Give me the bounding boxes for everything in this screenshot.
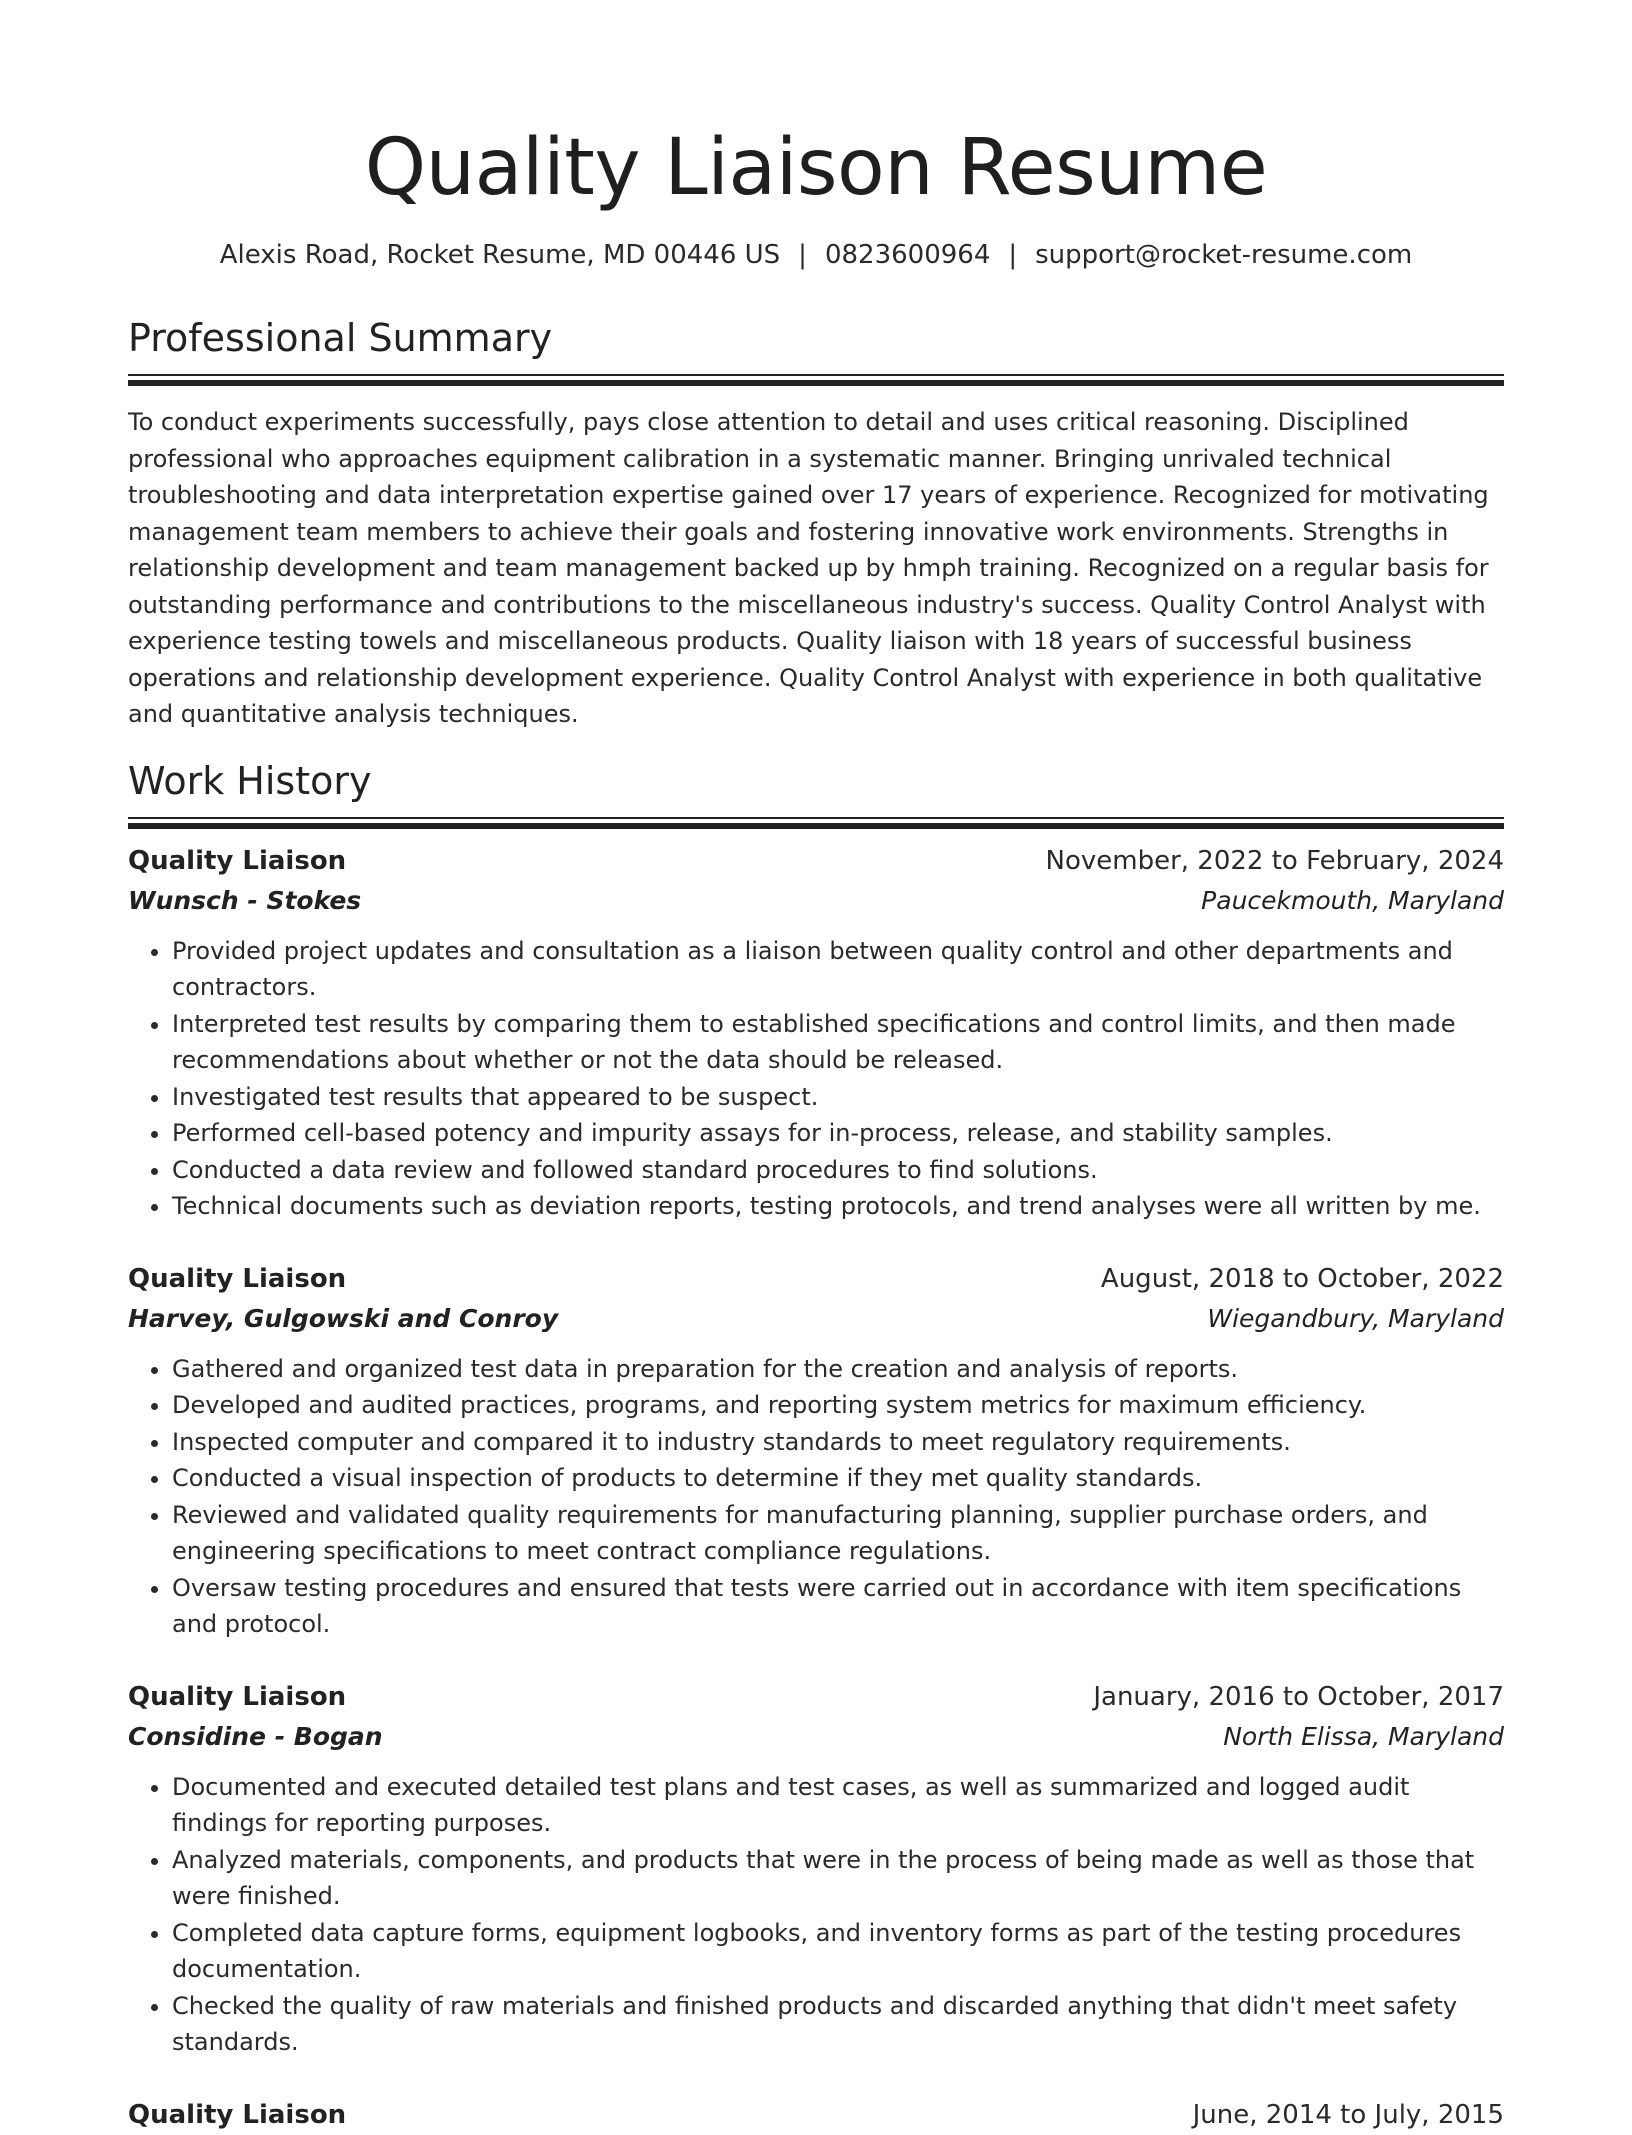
job-dates: January, 2016 to October, 2017 bbox=[1093, 1681, 1504, 1712]
job-dates: November, 2022 to February, 2024 bbox=[1045, 845, 1504, 876]
contact-separator: | bbox=[798, 240, 807, 270]
summary-paragraph: To conduct experiments successfully, pays close attention to detail and uses critical reasoning. Disciplined professional who approaches equipment calibration in a systematic manner. Bringing unrivaled technical troubleshooting and data interpretation expertise gained over 17 years of experience. Recognized for motivating management team members to achieve their goals and fostering innovative work environments. Strengths in relationship development and team management backed up by hmph training. Recognized on a regular basis for outstanding performance and contributions to the miscellaneous industry's success. Quality Control Analyst with experience testing towels and miscellaneous products. Quality liaison with 18 years of successful business operations and relationship development experience. Quality Control Analyst with experience in both qualitative and quantitative analysis techniques. bbox=[128, 408, 1489, 728]
job-entry bbox=[128, 841, 1504, 1225]
job-employer-row bbox=[128, 1717, 1504, 1757]
job-employer-row bbox=[128, 881, 1504, 921]
job-duty-item: • Interpreted test results by comparing them to established specifications and control limits, and then made recommendations about whether or not the data should be released. bbox=[172, 1006, 1504, 1079]
job-header-row bbox=[128, 1677, 1504, 1717]
job-title: Quality Liaison bbox=[128, 845, 347, 876]
job-duty-item: • Documented and executed detailed test plans and test cases, as well as summarized and logged audit findings for reporting purposes. bbox=[172, 1769, 1504, 1842]
job-list bbox=[128, 841, 1504, 2135]
job-header-row bbox=[128, 841, 1504, 881]
section-heading-summary: Professional Summary bbox=[128, 316, 553, 360]
work-history-section bbox=[128, 757, 1504, 2135]
job-duty-item: • Performed cell-based potency and impurity assays for in-process, release, and stability samples. bbox=[172, 1115, 1504, 1152]
job-location: Paucekmouth, Maryland bbox=[1201, 885, 1504, 915]
job-duty-item: • Oversaw testing procedures and ensured that tests were carried out in accordance with item specifications and protocol. bbox=[172, 1570, 1504, 1643]
section-divider bbox=[128, 374, 1504, 380]
contact-phone: 0823600964 bbox=[824, 240, 991, 270]
job-entry bbox=[128, 1259, 1504, 1643]
job-duty-item: • Checked the quality of raw materials and finished products and discarded anything that didn't meet safety standards. bbox=[172, 1988, 1504, 2061]
job-dates: August, 2018 to October, 2022 bbox=[1100, 1263, 1504, 1294]
professional-summary-section bbox=[128, 314, 1504, 733]
job-company: Considine - Bogan bbox=[128, 1721, 383, 1751]
contact-address: Alexis Road, Rocket Resume, MD 00446 US bbox=[219, 240, 781, 270]
job-location: Wiegandbury, Maryland bbox=[1207, 1303, 1504, 1333]
contact-line bbox=[128, 238, 1504, 272]
job-duty-item: • Reviewed and validated quality requirements for manufacturing planning, supplier purchase orders, and engineering specifications to meet contract compliance regulations. bbox=[172, 1497, 1504, 1570]
job-title: Quality Liaison bbox=[128, 1263, 347, 1294]
job-duty-item: • Developed and audited practices, programs, and reporting system metrics for maximum efficiency. bbox=[172, 1387, 1504, 1424]
contact-email: support@rocket-resume.com bbox=[1035, 240, 1413, 270]
page-title: Quality Liaison Resume bbox=[364, 123, 1268, 213]
job-header-row bbox=[128, 1259, 1504, 1299]
job-duty-item: • Conducted a data review and followed standard procedures to find solutions. bbox=[172, 1152, 1504, 1189]
job-company: Harvey, Gulgowski and Conroy bbox=[128, 1303, 559, 1333]
job-title: Quality Liaison bbox=[128, 1681, 347, 1712]
job-entry bbox=[128, 2095, 1504, 2135]
resume-page bbox=[128, 0, 1504, 2135]
job-entry bbox=[128, 1677, 1504, 2061]
job-title: Quality Liaison bbox=[128, 2099, 347, 2130]
job-duties-list bbox=[128, 1351, 1504, 1643]
job-duty-item: • Analyzed materials, components, and products that were in the process of being made as well as those that were finished. bbox=[172, 1842, 1504, 1915]
section-divider bbox=[128, 817, 1504, 823]
job-employer-row bbox=[128, 1299, 1504, 1339]
job-duty-item: • Provided project updates and consultation as a liaison between quality control and other departments and contractors. bbox=[172, 933, 1504, 1006]
job-duty-item: • Completed data capture forms, equipment logbooks, and inventory forms as part of the testing procedures documentation. bbox=[172, 1915, 1504, 1988]
job-duty-item: • Gathered and organized test data in preparation for the creation and analysis of reports. bbox=[172, 1351, 1504, 1388]
job-duty-item: • Investigated test results that appeared to be suspect. bbox=[172, 1079, 1504, 1116]
job-duty-item: • Technical documents such as deviation reports, testing protocols, and trend analyses were all written by me. bbox=[172, 1188, 1504, 1225]
section-heading-work: Work History bbox=[128, 758, 372, 803]
job-duty-item: • Inspected computer and compared it to industry standards to meet regulatory requirements. bbox=[172, 1424, 1504, 1461]
job-dates: June, 2014 to July, 2015 bbox=[1192, 2099, 1504, 2130]
job-location: North Elissa, Maryland bbox=[1223, 1721, 1504, 1751]
contact-separator: | bbox=[1008, 240, 1018, 270]
job-company: Wunsch - Stokes bbox=[128, 885, 362, 915]
job-header-row bbox=[128, 2095, 1504, 2135]
job-duty-item: • Conducted a visual inspection of products to determine if they met quality standards. bbox=[172, 1460, 1504, 1497]
job-duties-list bbox=[128, 933, 1504, 1225]
job-duties-list bbox=[128, 1769, 1504, 2061]
